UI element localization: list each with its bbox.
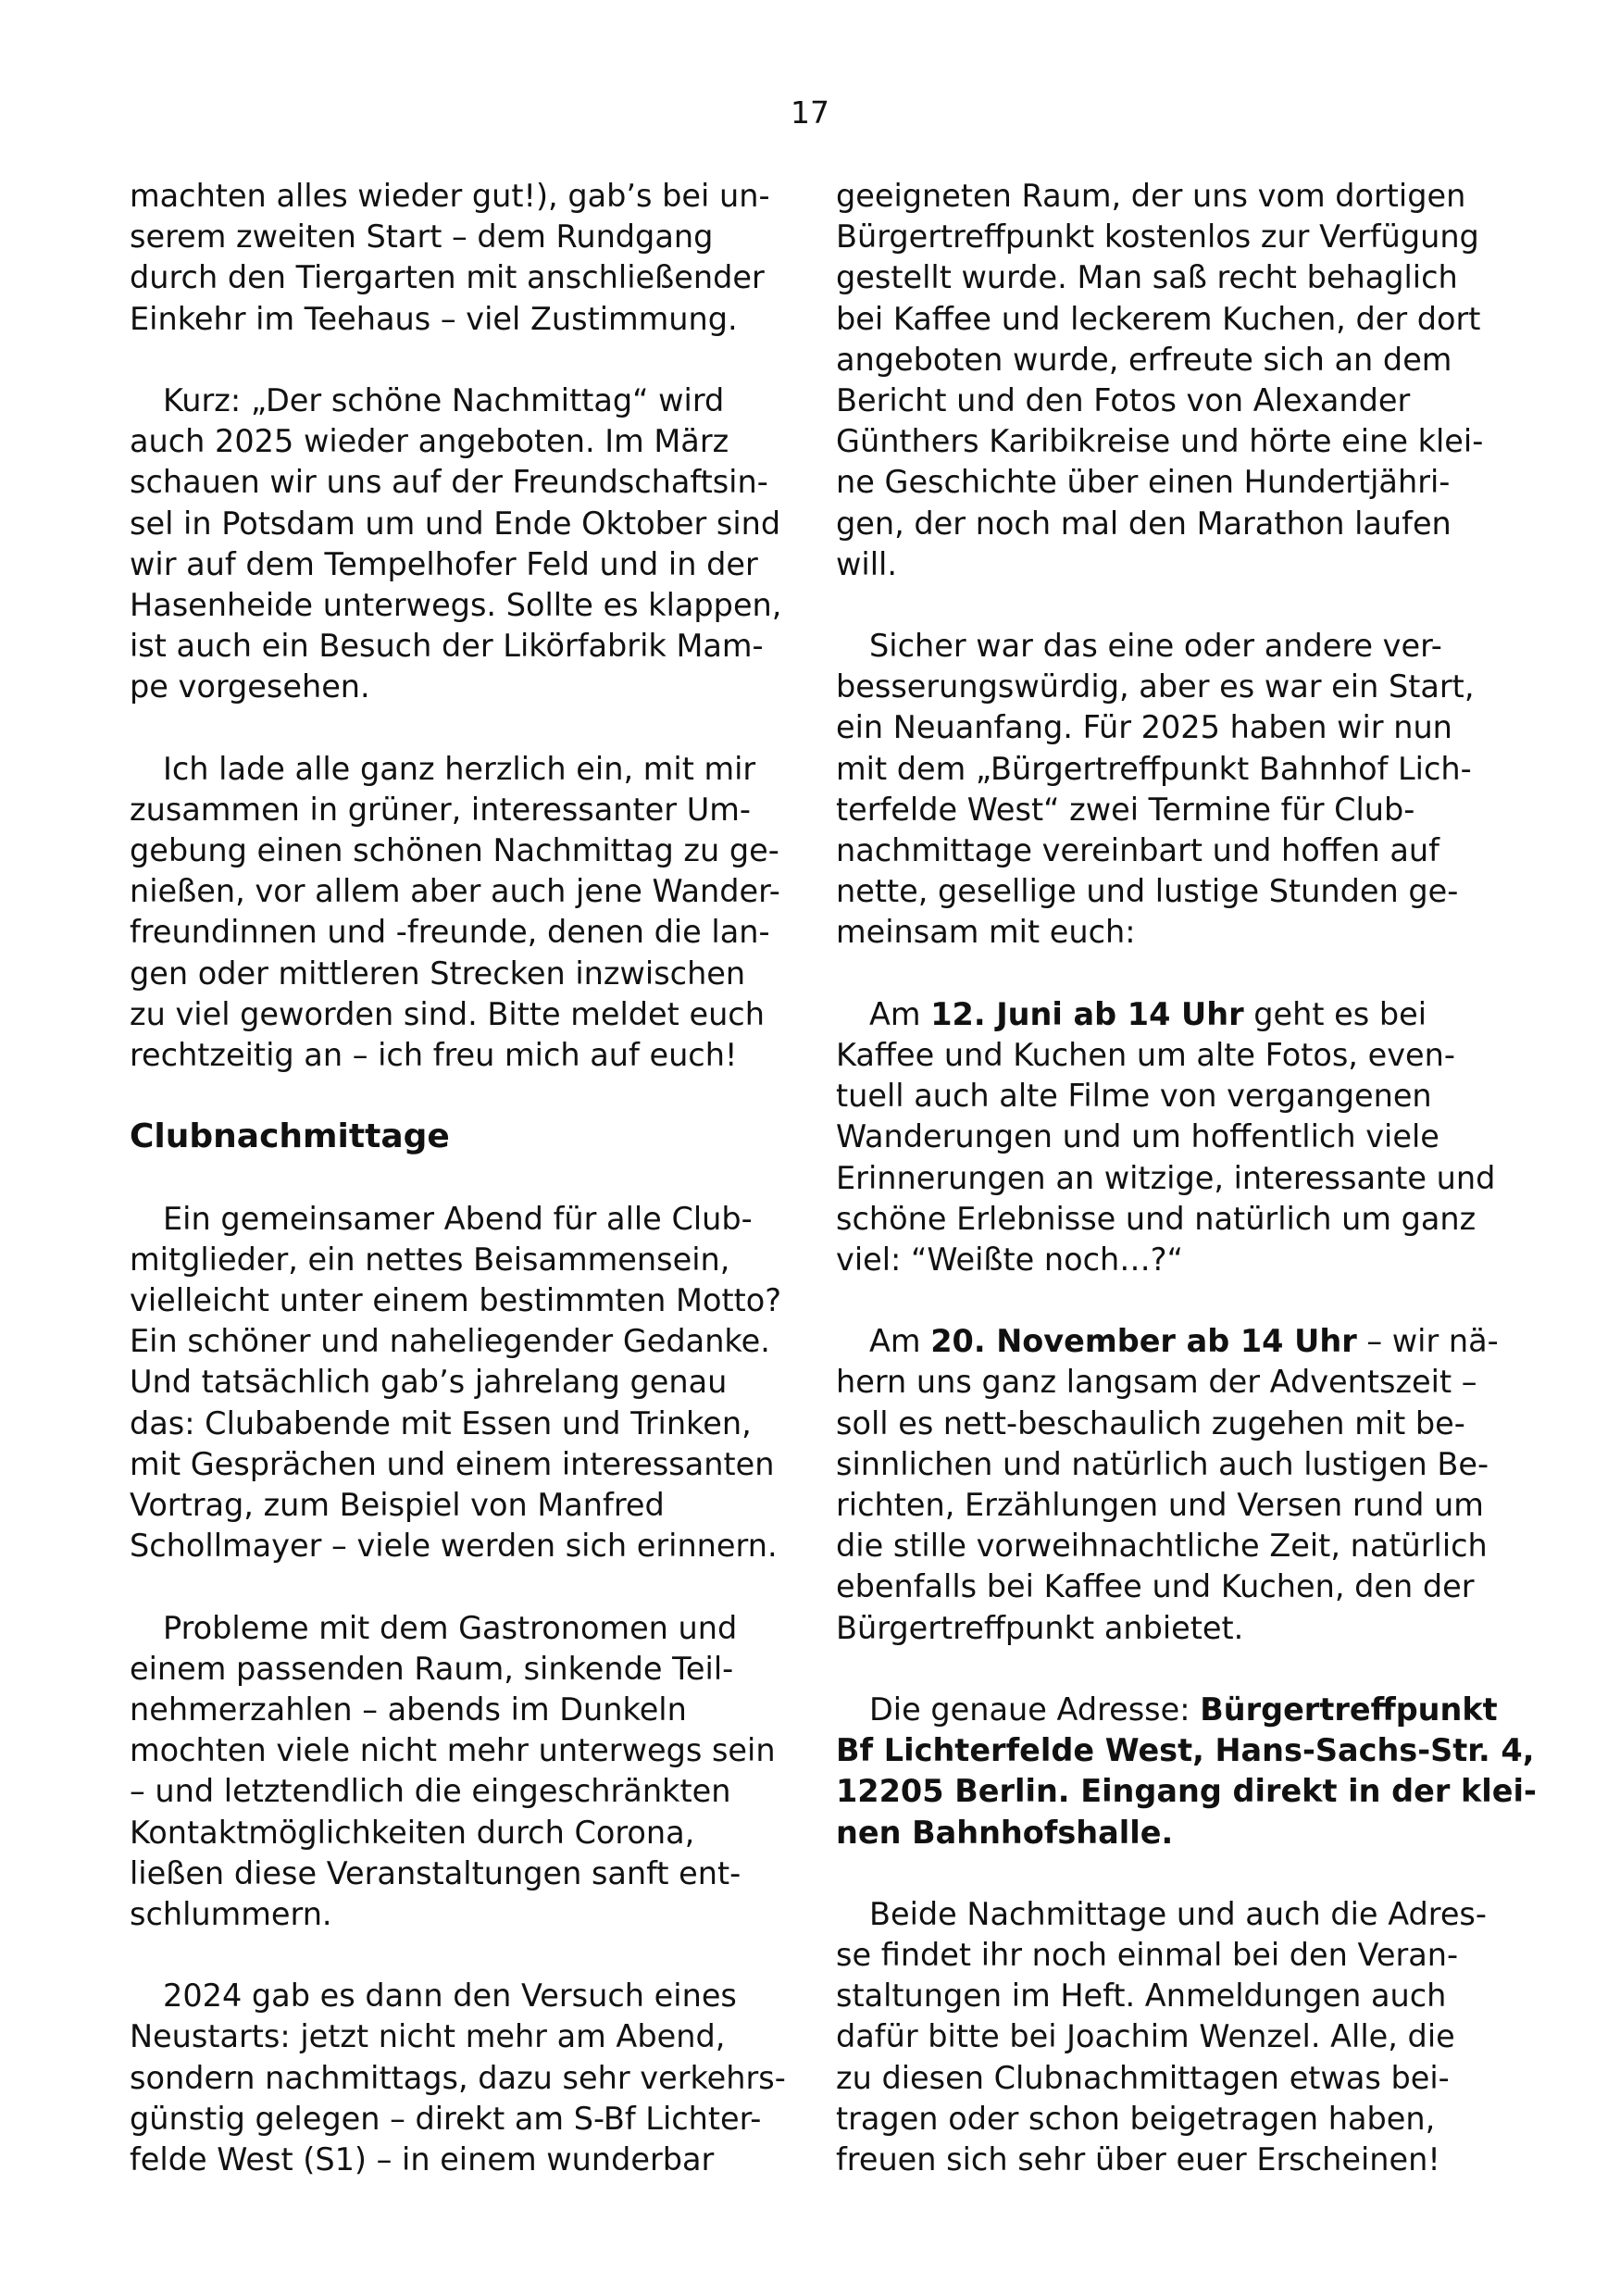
text-line: viel: “Weißte noch…?“ [836, 1241, 1183, 1278]
paragraph-continuation [130, 176, 796, 340]
text-line: Neustarts: jetzt nicht mehr am Abend, [130, 2018, 726, 2055]
text-line: Kaffee und Kuchen um alte Fotos, even- [836, 1036, 1455, 1073]
paragraph-restart [130, 1976, 796, 2180]
text-line: zu viel geworden sind. Bitte meldet euch [130, 995, 765, 1032]
text-line: terfelde West“ zwei Termine für Club- [836, 791, 1415, 828]
text-line: durch den Tiergarten mit anschließender [130, 259, 765, 296]
text-line: Bürgertreffpunkt kostenlos zur Verfügung [836, 218, 1479, 256]
text-line: ne Geschichte über einen Hundertjähri- [836, 464, 1451, 501]
paragraph-problems [130, 1608, 796, 1936]
text-line: besserungswürdig, aber es war ein Start, [836, 668, 1475, 705]
paragraph-kurz [130, 381, 796, 708]
text-line: Bericht und den Fotos von Alexander [836, 381, 1411, 418]
section-heading: Clubnachmittage [130, 1117, 450, 1156]
text-line: ließen diese Veranstaltungen sanft ent- [130, 1854, 741, 1891]
text-run: – wir nä- [1356, 1323, 1499, 1360]
text-line: freuen sich sehr über euer Erscheinen! [836, 2141, 1440, 2177]
text-line: nießen, vor allem aber auch jene Wander- [130, 873, 780, 910]
text-line: dafür bitte bei Joachim Wenzel. Alle, die [836, 2018, 1455, 2055]
text-line: soll es nett-beschaulich zugehen mit be- [836, 1404, 1465, 1441]
text-line: staltungen im Heft. Anmeldungen auch [836, 1978, 1447, 2015]
text-line: Bürgertreffpunkt anbietet. [836, 1609, 1244, 1646]
text-line: ebenfalls bei Kaffee und Kuchen, den der [836, 1568, 1475, 1605]
text-line [836, 1771, 1537, 1812]
text-line: freundinnen und -freunde, denen die lan- [130, 914, 770, 951]
text-line: die stille vorweihnachtliche Zeit, natürlich [836, 1528, 1488, 1565]
text-line: Probleme mit dem Gastronomen und [163, 1609, 738, 1646]
text-line: wir auf dem Tempelhofer Feld und in der [130, 545, 758, 582]
text-line: Wanderungen und um hoffentlich viele [836, 1118, 1439, 1155]
text-line: gen, der noch mal den Marathon laufen [836, 505, 1452, 542]
text-line: zusammen in grüner, interessanter Um- [130, 791, 751, 828]
paragraph-room [836, 176, 1502, 585]
text-line: Sicher war das eine oder andere ver- [869, 628, 1442, 665]
address-bold: Bf Lichterfelde West, Hans-Sachs-Str. 4, [836, 1732, 1535, 1769]
text-line: mit Gesprächen und einem interessanten [130, 1445, 775, 1482]
text-line: sinnlichen und natürlich auch lustigen Be- [836, 1445, 1489, 1482]
text-run: geht es bei [1243, 995, 1427, 1032]
paragraph-invitation [130, 749, 796, 1077]
text-line: nette, gesellige und lustige Stunden ge- [836, 873, 1459, 910]
page-number: 17 [791, 94, 829, 131]
text-line: sel in Potsdam um und Ende Oktober sind [130, 505, 781, 542]
text-line [836, 994, 1502, 1035]
paragraph-closing [836, 1894, 1502, 2180]
text-line: hern uns ganz langsam der Adventszeit – [836, 1364, 1477, 1401]
text-line [836, 1730, 1535, 1771]
address-bold: nen Bahnhofshalle. [836, 1814, 1174, 1851]
text-line [836, 1321, 1502, 1362]
text-line [836, 1813, 1502, 1853]
text-line: günstig gelegen – direkt am S-Bf Lichter- [130, 2100, 762, 2137]
text-line: Schollmayer – viele werden sich erinnern. [130, 1528, 778, 1565]
paragraph-november-event [836, 1321, 1502, 1649]
text-line: Vortrag, zum Beispiel von Manfred [130, 1487, 665, 1523]
paragraph-address [836, 1690, 1537, 1853]
text-line: zu diesen Clubnachmittagen etwas bei- [836, 2059, 1450, 2096]
text-line: einem passenden Raum, sinkende Teil- [130, 1650, 734, 1687]
text-run: Am [869, 1323, 931, 1360]
text-line: schöne Erlebnisse und natürlich um ganz [836, 1200, 1477, 1237]
text-line: se findet ihr noch einmal bei den Veran- [836, 1937, 1459, 1974]
text-line: Beide Nachmittage und auch die Adres- [869, 1895, 1487, 1932]
text-line: nachmittage vereinbart und hoffen auf [836, 832, 1439, 868]
text-line: Ein gemeinsamer Abend für alle Club- [163, 1200, 753, 1237]
text-line: machten alles wieder gut!), gab’s bei un- [130, 178, 770, 214]
text-run: Am [869, 995, 931, 1032]
right-column [836, 176, 1537, 2180]
paragraph-june-event [836, 994, 1502, 1280]
paragraph-club-evening [130, 1199, 796, 1567]
text-line: Erinnerungen an witzige, interessante und [836, 1159, 1496, 1196]
text-line: ist auch ein Besuch der Likörfabrik Mam- [130, 628, 764, 665]
text-line: – und letztendlich die eingeschränkten [130, 1773, 731, 1810]
text-line: schlummern. [130, 1895, 332, 1932]
text-line: vielleicht unter einem bestimmten Motto? [130, 1282, 781, 1319]
text-line: Ein schöner und naheliegender Gedanke. [130, 1323, 770, 1360]
text-line: nehmerzahlen – abends im Dunkeln [130, 1691, 687, 1728]
text-line: schauen wir uns auf der Freundschaftsin- [130, 464, 768, 501]
text-line [836, 1690, 1502, 1730]
text-line: gen oder mittleren Strecken inzwischen [130, 955, 746, 992]
text-line: gebung einen schönen Nachmittag zu ge- [130, 832, 779, 868]
text-line: tragen oder schon beigetragen haben, [836, 2100, 1436, 2137]
text-line: auch 2025 wieder angeboten. Im März [130, 423, 729, 460]
text-line: serem zweiten Start – dem Rundgang [130, 218, 714, 256]
text-line: das: Clubabende mit Essen und Trinken, [130, 1404, 752, 1441]
text-line: Günthers Karibikreise und hörte eine klei- [836, 423, 1484, 460]
text-line: richten, Erzählungen und Versen rund um [836, 1487, 1484, 1523]
text-line: meinsam mit euch: [836, 914, 1136, 951]
event-date: 12. Juni ab 14 Uhr [930, 995, 1244, 1032]
text-line: Ich lade alle ganz herzlich ein, mit mir [163, 750, 756, 787]
text-line: felde West (S1) – in einem wunderbar [130, 2141, 715, 2177]
text-line: gestellt wurde. Man saß recht behaglich [836, 259, 1458, 296]
address-bold: 12205 Berlin. Eingang direkt in der klei- [836, 1773, 1537, 1810]
text-line: Und tatsächlich gab’s jahrelang genau [130, 1364, 728, 1401]
text-line: Kurz: „Der schöne Nachmittag“ wird [163, 381, 725, 418]
left-column [130, 176, 796, 2180]
text-line: mitglieder, ein nettes Beisammensein, [130, 1241, 730, 1278]
text-run: Die genaue Adresse: [869, 1691, 1201, 1728]
text-line: geeigneten Raum, der uns vom dortigen [836, 178, 1466, 214]
text-line: bei Kaffee und leckerem Kuchen, der dort [836, 300, 1481, 337]
text-line: mit dem „Bürgertreffpunkt Bahnhof Lich- [836, 750, 1472, 787]
event-date: 20. November ab 14 Uhr [930, 1323, 1357, 1360]
text-line: will. [836, 545, 897, 582]
text-line: rechtzeitig an – ich freu mich auf euch! [130, 1036, 738, 1073]
text-line: sondern nachmittags, dazu sehr verkehrs- [130, 2059, 786, 2096]
address-bold: Bürgertreffpunkt [1200, 1691, 1498, 1728]
text-line: pe vorgesehen. [130, 668, 370, 705]
text-line: Einkehr im Teehaus – viel Zustimmung. [130, 300, 738, 337]
paragraph-new-start [836, 626, 1502, 954]
text-line: angeboten wurde, erfreute sich an dem [836, 341, 1452, 378]
text-line: tuell auch alte Filme von vergangenen [836, 1078, 1432, 1115]
text-line: ein Neuanfang. Für 2025 haben wir nun [836, 709, 1452, 746]
text-line: Hasenheide unterwegs. Sollte es klappen, [130, 586, 782, 623]
text-line: 2024 gab es dann den Versuch eines [163, 1978, 737, 2015]
text-line: Kontaktmöglichkeiten durch Corona, [130, 1814, 695, 1851]
text-line: mochten viele nicht mehr unterwegs sein [130, 1732, 776, 1769]
